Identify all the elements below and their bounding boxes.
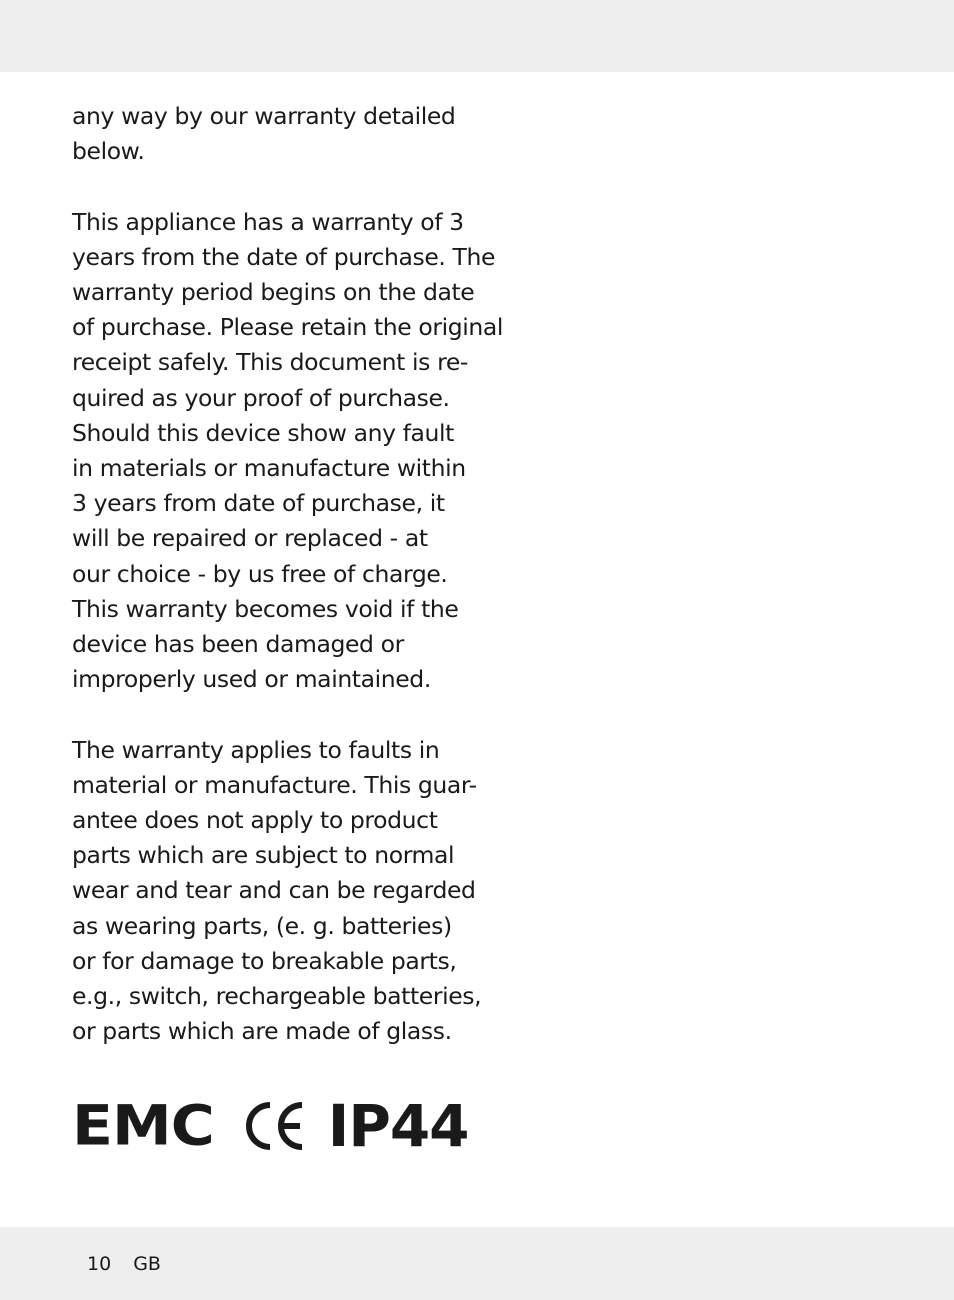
paragraph-spacer (72, 697, 464, 732)
text-line: will be repaired or replaced - at (72, 524, 428, 553)
text-line: warranty period begins on the date (72, 278, 475, 306)
text-line: improperly used or maintained. (72, 665, 431, 694)
text-line: The warranty applies to faults in (72, 735, 440, 764)
text-line: wear and tear and can be regarded (72, 876, 476, 905)
text-line: This appliance has a warranty of 3 (72, 207, 464, 236)
emc-mark: EMC (72, 1093, 214, 1159)
text-line: receipt safely. This document is re- (72, 348, 468, 377)
text-line: our choice - by us free of charge. (72, 559, 448, 588)
text-line: This warranty becomes void if the (72, 594, 459, 623)
text-column (72, 99, 504, 1049)
paragraph-1 (72, 99, 464, 169)
page-footer (87, 1252, 161, 1276)
page-number: 10 (87, 1253, 112, 1275)
text-line: material or manufacture. This guar- (72, 770, 477, 799)
certification-marks (72, 1092, 469, 1160)
header-band (0, 0, 954, 72)
text-line: years from the date of purchase. The (72, 242, 496, 271)
text-line: or for damage to breakable parts, (72, 946, 457, 975)
text-line: antee does not apply to product (72, 806, 438, 835)
text-line: of purchase. Please retain the original (72, 313, 504, 342)
text-line: parts which are subject to normal (72, 841, 455, 870)
language-code: GB (133, 1253, 161, 1275)
text-line: or parts which are made of glass. (72, 1017, 452, 1046)
text-line: device has been damaged or (72, 630, 404, 659)
text-line: any way by our warranty detailed (72, 102, 456, 130)
paragraph-3 (72, 733, 482, 1050)
text-line: in materials or manufacture within (72, 454, 466, 483)
text-line: below. (72, 137, 145, 166)
text-line: quired as your proof of purchase. (72, 383, 450, 412)
ce-mark-icon (242, 1101, 306, 1151)
paragraph-spacer (72, 169, 464, 204)
text-line: e.g., switch, rechargeable batteries, (72, 982, 482, 1011)
ip-rating-mark: IP44 (327, 1092, 469, 1160)
paragraph-2 (72, 205, 504, 698)
text-line: as wearing parts, (e. g. batteries) (72, 911, 452, 940)
text-line: 3 years from date of purchase, it (72, 489, 445, 518)
text-line: Should this device show any fault (72, 418, 454, 447)
